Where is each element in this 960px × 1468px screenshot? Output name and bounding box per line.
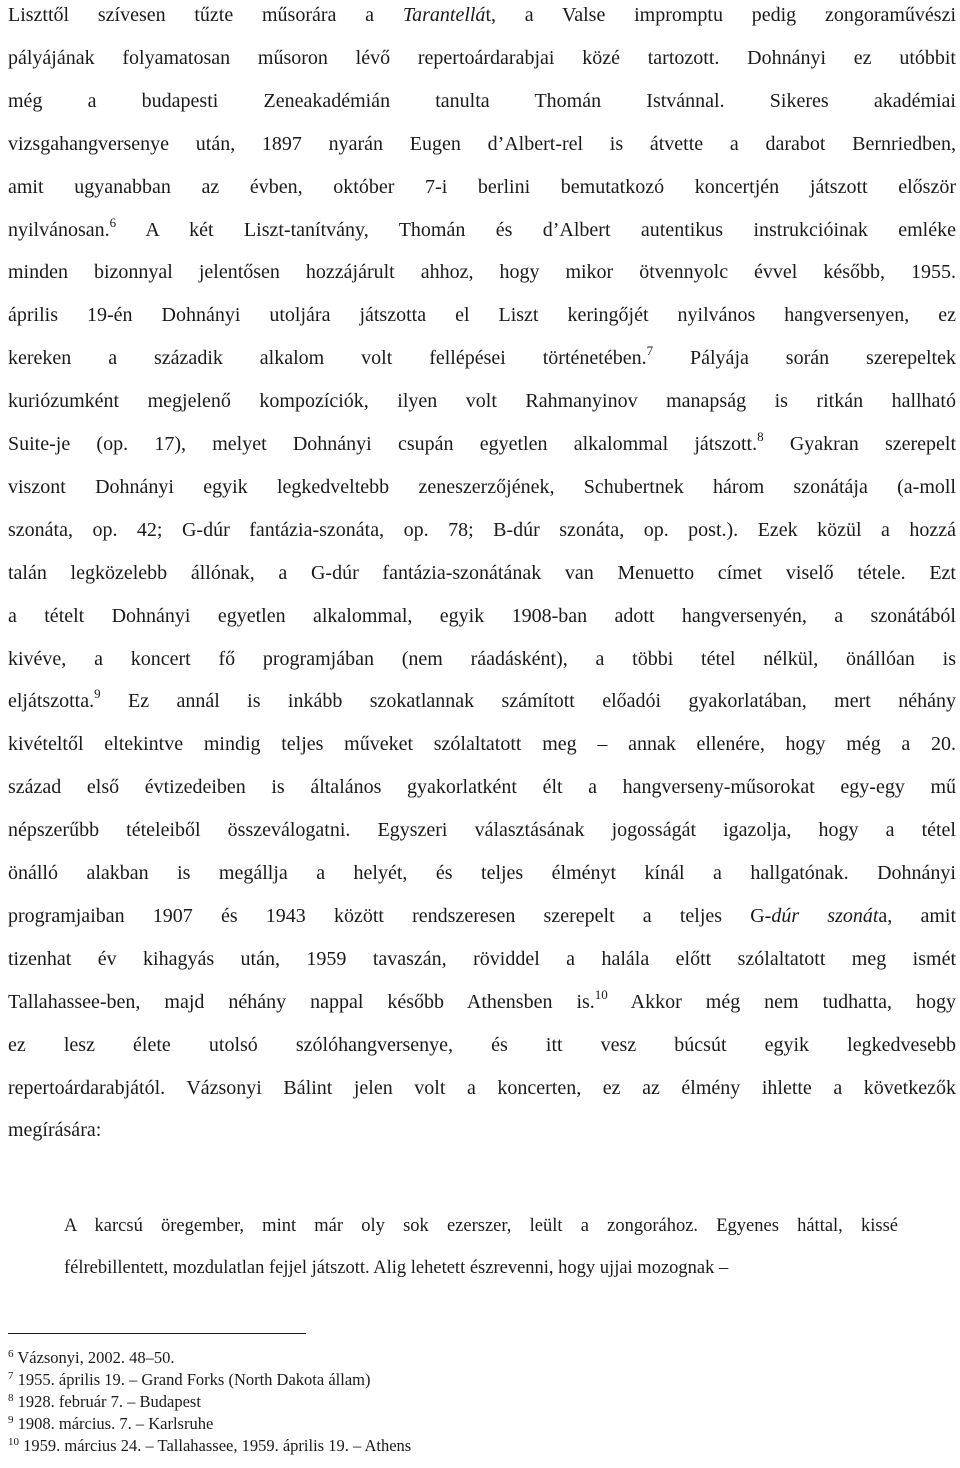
body-line <box>8 1117 956 1143</box>
footnote <box>8 1414 213 1434</box>
footnote-ref: 6 <box>109 214 117 230</box>
line-text: programjaiban 1907 és 1943 között rendszeresen szerepelt a teljes G- <box>8 904 772 927</box>
footnote-text: Vázsonyi, 2002. 48–50. <box>17 1348 175 1367</box>
line-text: század első évtizedeiben is általános gyakorlatként élt a hangverseny-műsorokat egy-egy mű <box>8 776 956 799</box>
body-line <box>8 474 956 500</box>
line-text: még a budapesti Zeneakadémián tanulta Thomán Istvánnal. Sikeres akadémiai <box>8 89 956 112</box>
footnote-ref: 7 <box>646 343 654 359</box>
footnote-separator <box>8 1333 306 1334</box>
italic-text: dúr szonát <box>771 904 879 927</box>
footnote <box>8 1436 411 1456</box>
footnote-ref: 9 <box>94 686 101 702</box>
line-text: talán legközelebb állónak, a G-dúr fantázia-szonátának van Menuetto címet viselő tétele. Ezt <box>8 561 956 584</box>
body-line <box>8 946 956 972</box>
body-line <box>8 302 956 328</box>
body-line <box>8 131 956 157</box>
line-text: pályájának folyamatosan műsoron lévő repertoárdarabjai közé tartozott. Dohnányi ez utóbbit <box>8 46 956 69</box>
footnote-number: 10 <box>8 1436 19 1448</box>
line-text: Gyakran szerepelt <box>763 433 957 455</box>
body-line <box>8 88 956 114</box>
line-text: ez lesz élete utolsó szólóhangversenye, és itt vesz búcsút egyik legkedvesebb <box>8 1033 956 1056</box>
footnote-number: 7 <box>8 1370 14 1382</box>
line-text: Akkor még nem tudhatta, hogy <box>607 990 956 1013</box>
line-text: kereken a századik alkalom volt fellépései történetében. <box>8 347 647 370</box>
line-text: Ez annál is inkább szokatlannak számított előadói gyakorlatában, mert néhány <box>100 690 956 713</box>
line-text: megírására: <box>8 1119 102 1142</box>
line-text: nyilvánosan. <box>8 218 110 241</box>
line-text: eljátszotta. <box>8 690 95 713</box>
body-line <box>8 345 956 371</box>
line-text: április 19-én Dohnányi utoljára játszotta el Liszt keringőjét nyilvános hangversenyen, ez <box>8 304 956 327</box>
body-line <box>8 388 956 414</box>
line-text: Tallahassee-ben, majd néhány nappal később Athensben is. <box>8 990 595 1013</box>
line-text: repertoárdarabjától. Vázsonyi Bálint jelen volt a koncerten, ez az élmény ihlette a következők <box>8 1076 956 1099</box>
line-text: Liszttől szívesen tűzte műsorára a <box>8 4 403 26</box>
italic-text: Tarantellá <box>402 4 486 26</box>
line-text: viszont Dohnányi egyik legkedveltebb zeneszerzőjének, Schubertnek három szonátája (a-moll <box>8 475 956 498</box>
line-text: amit ugyanabban az évben, október 7-i berlini bemutatkozó koncertjén játszott először <box>8 175 956 198</box>
quote-line: A karcsú öregember, mint már oly sok ezerszer, leült a zongorához. Egyenes háttal, kissé <box>64 1216 898 1236</box>
body-line <box>8 1075 956 1101</box>
footnote <box>8 1392 201 1412</box>
body-line <box>8 214 956 243</box>
body-line <box>8 259 956 285</box>
body-line <box>8 774 956 800</box>
footnote-number: 6 <box>8 1348 14 1360</box>
footnote-number: 9 <box>8 1414 14 1426</box>
footnote <box>8 1348 175 1368</box>
line-text: Pályája során szerepeltek <box>653 347 956 370</box>
body-line <box>8 986 956 1015</box>
footnote-text: 1955. április 19. – Grand Forks (North Dakota állam) <box>17 1370 371 1389</box>
body-line <box>8 603 956 629</box>
body-line <box>8 174 956 200</box>
footnote-ref: 10 <box>594 986 608 1002</box>
line-text: minden bizonnyal jelentősen hozzájárult ahhoz, hogy mikor ötvennyolc évvel később, 1955. <box>8 261 956 284</box>
body-line <box>8 560 956 586</box>
line-text: népszerűbb tételeiből összeválogatni. Egyszeri választásának jogosságát igazolja, hogy a tétel <box>8 819 956 842</box>
line-text: kuriózumként megjelenő kompozíciók, ilyen volt Rahmanyinov manapság is ritkán hallható <box>8 390 956 413</box>
footnote-number: 8 <box>8 1392 14 1404</box>
footnote-text: 1959. március 24. – Tallahassee, 1959. április 19. – Athens <box>23 1436 412 1455</box>
line-text: Suite-je (op. 17), melyet Dohnányi csupán egyetlen alkalommal játszott. <box>8 433 758 455</box>
footnote <box>8 1370 370 1390</box>
footnote-text: 1928. február 7. – Budapest <box>17 1392 201 1411</box>
body-line <box>8 517 956 543</box>
line-text: t, a Valse impromptu pedig zongoraművészi <box>485 4 957 26</box>
footnote-text: 1908. március. 7. – Karlsruhe <box>17 1414 214 1433</box>
line-text: vizsgahangversenye után, 1897 nyarán Eugen d’Albert-rel is átvette a darabot Bernriedben, <box>8 132 956 155</box>
body-line <box>8 903 956 929</box>
line-text: kivéve, a koncert fő programjában (nem ráadásként), a többi tétel nélkül, önállóan is <box>8 647 956 670</box>
line-text: szonáta, op. 42; G-dúr fantázia-szonáta, op. 78; B-dúr szonáta, op. post.). Ezek közül a hozzá <box>8 518 956 541</box>
quote-line: félrebillentett, mozdulatlan fejjel játszott. Alig lehetett észrevenni, hogy ujjai mozognak – <box>64 1258 729 1278</box>
line-text: tizenhat év kihagyás után, 1959 tavaszán, röviddel a halála előtt szólaltatott meg ismét <box>8 947 956 970</box>
line-text: a, amit <box>878 904 956 927</box>
body-line <box>8 431 956 457</box>
body-line <box>8 646 956 672</box>
body-line <box>8 45 956 71</box>
line-text: önálló alakban is megállja a helyét, és teljes élményt kínál a hallgatónak. Dohnányi <box>8 862 956 884</box>
body-line <box>8 731 956 757</box>
body-line <box>8 2 956 28</box>
body-line <box>8 1032 956 1058</box>
body-line <box>8 817 956 843</box>
line-text: a tételt Dohnányi egyetlen alkalommal, egyik 1908-ban adott hangversenyén, a szonátából <box>8 604 956 627</box>
line-text: kivételtől eltekintve mindig teljes műveket szólaltatott meg – annak ellenére, hogy még a 20. <box>8 733 956 756</box>
footnote-ref: 8 <box>757 429 764 444</box>
line-text: A két Liszt-tanítvány, Thomán és d’Albert autentikus instrukcióinak emléke <box>116 218 956 241</box>
body-line <box>8 860 956 886</box>
body-line <box>8 688 956 714</box>
